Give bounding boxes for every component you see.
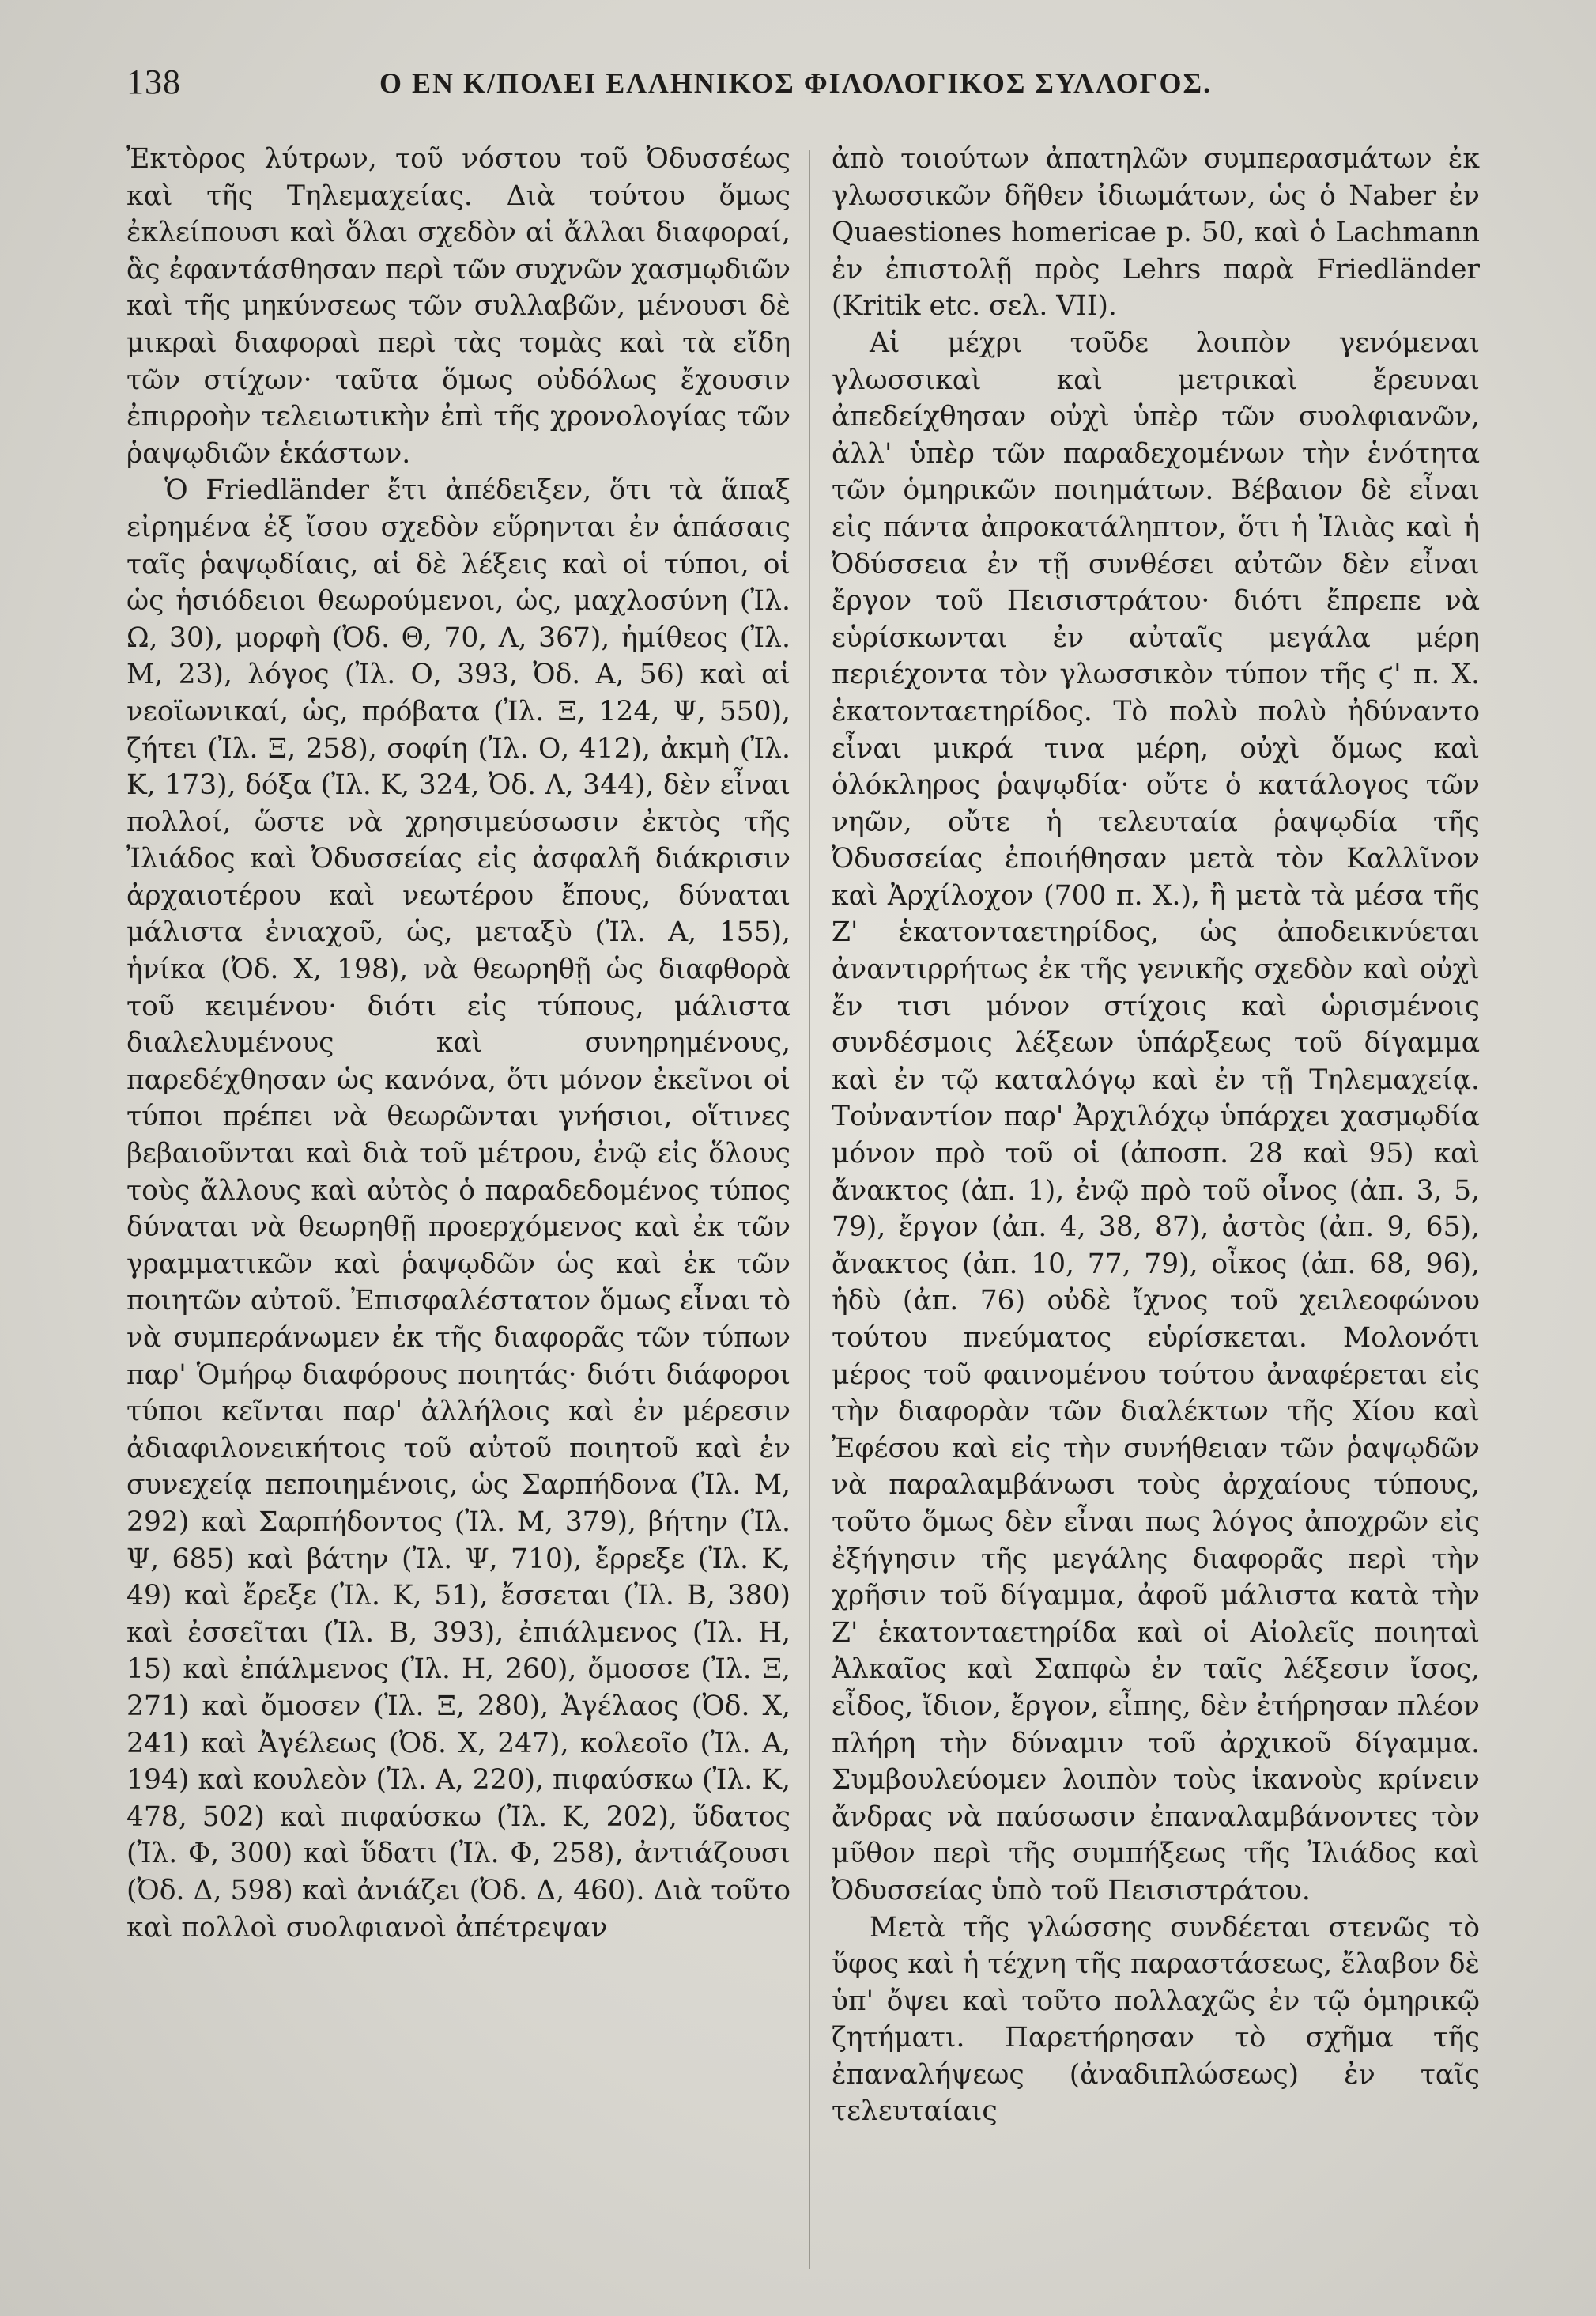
page-number: 138: [126, 62, 181, 101]
column-divider: [809, 150, 810, 2269]
page-header: [126, 62, 1470, 117]
right-paragraph-1: ἀπὸ τοιούτων ἀπατηλῶν συμπερασμάτων ἐκ γλωσσικῶν δῆθεν ἰδιωμάτων, ὡς ὁ Naber ἐν Quaestiones homericae p. 50, καὶ ὁ Lachmann ἐν ἐπιστολῇ πρὸς Lehrs παρὰ Friedländer (Kritik etc. σελ. VII).: [832, 143, 1480, 323]
left-paragraph-1: Ἐκτὸρος λύτρων, τοῦ νόστου τοῦ Ὀδυσσέως καὶ τῆς Τηλεμαχείας. Διὰ τούτου ὅμως ἐκλείπουσι καὶ ὅλαι σχεδὸν αἱ ἄλλαι διαφοραί, ἃς ἐφαντάσθησαν περὶ τῶν συχνῶν χασμῳδιῶν καὶ τῆς μηκύνσεως τῶν συλλαβῶν, μένουσι δὲ μικραὶ διαφοραὶ περὶ τὰς τομὰς καὶ τὰ εἴδη τῶν στίχων· ταῦτα ὅμως οὐδόλως ἔχουσιν ἐπιρροὴν τελειωτικὴν ἐπὶ τῆς χρονολογίας τῶν ῥαψῳδιῶν ἑκάστων.: [126, 143, 790, 470]
left-paragraph-2: Ὁ Friedländer ἔτι ἀπέδειξεν, ὅτι τὰ ἅπαξ εἰρημένα ἐξ ἴσου σχεδὸν εὕρηνται ἐν ἁπάσαις ταῖς ῥαψῳδίαις, αἱ δὲ λέξεις καὶ οἱ τύποι, οἱ ὡς ἡσιόδειοι θεωρούμενοι, ὡς, μαχλοσύνη (Ἰλ. Ω, 30), μορφὴ (Ὀδ. Θ, 70, Λ, 367), ἡμίθεος (Ἰλ. Μ, 23), λόγος (Ἰλ. Ο, 393, Ὀδ. Α, 56) καὶ αἱ νεοϊωνικαί, ὡς, πρόβατα (Ἰλ. Ξ, 124, Ψ, 550), ζήτει (Ἰλ. Ξ, 258), σοφίη (Ἰλ. Ο, 412), ἀκμὴ (Ἰλ. Κ, 173), δόξα (Ἰλ. Κ, 324, Ὀδ. Λ, 344), δὲν εἶναι πολλοί, ὥστε νὰ χρησιμεύσωσιν ἐκτὸς τῆς Ἰλιάδος καὶ Ὀδυσσείας εἰς ἀσφαλῆ διάκρισιν ἀρχαιοτέρου καὶ νεωτέρου ἔπους, δύναται μάλιστα ἐνιαχοῦ, ὡς, μεταξὺ (Ἰλ. Α, 155), ἡνίκα (Ὀδ. Χ, 198), νὰ θεωρηθῇ ὡς διαφθορὰ τοῦ κειμένου· διότι εἰς τύπους, μάλιστα διαλελυμένους καὶ συνηρημένους, παρεδέχθησαν ὡς κανόνα, ὅτι μόνον ἐκεῖνοι οἱ τύποι πρέπει νὰ θεωρῶνται γνήσιοι, οἵτινες βεβαιοῦνται καὶ διὰ τοῦ μέτρου, ἐνῷ εἰς ὅλους τοὺς ἄλλους καὶ αὐτὸς ὁ παραδεδομένος τύπος δύναται νὰ θεωρηθῇ προερχόμενος καὶ ἐκ τῶν γραμματικῶν καὶ ῥαψῳδῶν ὡς καὶ ἐκ τῶν ποιητῶν αὐτοῦ. Ἐπισφαλέστατον ὅμως εἶναι τὸ νὰ συμπεράνωμεν ἐκ τῆς διαφορᾶς τῶν τύπων παρ' Ὁμήρῳ διαφόρους ποιητάς· διότι διάφοροι τύποι κεῖνται παρ' ἀλλήλοις καὶ ἐν μέρεσιν ἀδιαφιλονεικήτοις τοῦ αὐτοῦ ποιητοῦ καὶ ἐν συνεχείᾳ πεποιημένοις, ὡς Σαρπήδονα (Ἰλ. Μ, 292) καὶ Σαρπήδοντος (Ἰλ. Μ, 379), βήτην (Ἰλ. Ψ, 685) καὶ βάτην (Ἰλ. Ψ, 710), ἔρρεξε (Ἰλ. Κ, 49) καὶ ἔρεξε (Ἰλ. Κ, 51), ἔσσεται (Ἰλ. Β, 380) καὶ ἐσσεῖται (Ἰλ. Β, 393), ἐπιάλμενος (Ἰλ. Η, 15) καὶ ἐπάλμενος (Ἰλ. Η, 260), ὄμοσσε (Ἰλ. Ξ, 271) καὶ ὄμοσεν (Ἰλ. Ξ, 280), Ἀγέλαος (Ὀδ. Χ, 241) καὶ Ἀγέλεως (Ὀδ. Χ, 247), κολεοῖο (Ἰλ. Α, 194) καὶ κουλεὸν (Ἰλ. Α, 220), πιφαύσκω (Ἰλ. Κ, 478, 502) καὶ πιφαύσκω (Ἰλ. Κ, 202), ὕδατος (Ἰλ. Φ, 300) καὶ ὕδατι (Ἰλ. Φ, 258), ἀντιάζουσι (Ὀδ. Δ, 598) καὶ ἀνιάζει (Ὀδ. Δ, 460). Διὰ τοῦτο καὶ πολλοὶ συολφιανοὶ ἀπέτρεψαν: [126, 474, 790, 1944]
left-column: [126, 141, 790, 2276]
right-paragraph-3: Μετὰ τῆς γλώσσης συνδέεται στενῶς τὸ ὕφος καὶ ἡ τέχνη τῆς παραστάσεως, ἔλαβον δὲ ὑπ' ὄψει καὶ τοῦτο πολλαχῶς ἐν τῷ ὁμηρικῷ ζητήματι. Παρετήρησαν τὸ σχῆμα τῆς ἐπαναλήψεως (ἀναδιπλώσεως) ἐν ταῖς τελευταίαις: [832, 1911, 1480, 2128]
running-head: Ο ΕΝ Κ/ΠΟΛΕΙ ΕΛΛΗΝΙΚΟΣ ΦΙΛΟΛΟΓΙΚΟΣ ΣΥΛΛΟΓΟΣ.: [379, 67, 1213, 99]
right-paragraph-2: Αἱ μέχρι τοῦδε λοιπὸν γενόμεναι γλωσσικαὶ καὶ μετρικαὶ ἔρευναι ἀπεδείχθησαν οὐχὶ ὑπὲρ τῶν συολφιανῶν, ἀλλ' ὑπὲρ τῶν παραδεχομένων τὴν ἑνότητα τῶν ὁμηρικῶν ποιημάτων. Βέβαιον δὲ εἶναι εἰς πάντα ἀπροκατάληπτον, ὅτι ἡ Ἰλιὰς καὶ ἡ Ὀδύσσεια ἐν τῇ συνθέσει αὐτῶν δὲν εἶναι ἔργον τοῦ Πεισιστράτου· διότι ἔπρεπε νὰ εὑρίσκωνται ἐν αὐταῖς μεγάλα μέρη περιέχοντα τὸν γλωσσικὸν τύπον τῆς ϛ' π. Χ. ἑκατονταετηρίδος. Τὸ πολὺ πολὺ ἠδύναντο εἶναι μικρά τινα μέρη, οὐχὶ ὅμως καὶ ὁλόκληρος ῥαψῳδία· οὔτε ὁ κατάλογος τῶν νηῶν, οὔτε ἡ τελευταία ῥαψῳδία τῆς Ὀδυσσείας ἐποιήθησαν μετὰ τὸν Καλλῖνον καὶ Ἀρχίλοχον (700 π. Χ.), ἢ μετὰ τὰ μέσα τῆς Ζ' ἑκατονταετηρίδος, ὡς ἀποδεικνύεται ἀναντιρρήτως ἐκ τῆς γενικῆς σχεδὸν καὶ οὐχὶ ἔν τισι μόνον στίχοις καὶ ὡρισμένοις συνδέσμοις λέξεων ὑπάρξεως τοῦ δίγαμμα καὶ ἐν τῷ καταλόγῳ καὶ ἐν τῇ Τηλεμαχείᾳ. Τοὐναντίον παρ' Ἀρχιλόχῳ ὑπάρχει χασμῳδία μόνον πρὸ τοῦ οἱ (ἀποσπ. 28 καὶ 95) καὶ ἄνακτος (ἀπ. 1), ἐνῷ πρὸ τοῦ οἶνος (ἀπ. 3, 5, 79), ἔργον (ἀπ. 4, 38, 87), ἀστὸς (ἀπ. 9, 65), ἄνακτος (ἀπ. 10, 77, 79), οἶκος (ἀπ. 68, 96), ἡδὺ (ἀπ. 76) οὐδὲ ἴχνος τοῦ χειλεοφώνου τούτου πνεύματος εὑρίσκεται. Μολονότι μέρος τοῦ φαινομένου τούτου ἀναφέρεται εἰς τὴν διαφορὰν τῶν διαλέκτων τῆς Χίου καὶ Ἐφέσου καὶ εἰς τὴν συνήθειαν τῶν ῥαψῳδῶν νὰ παραλαμβάνωσι τοὺς ἀρχαίους τύπους, τοῦτο ὅμως δὲν εἶναι πως λόγος ἀποχρῶν εἰς ἐξήγησιν τῆς μεγάλης διαφορᾶς περὶ τὴν χρῆσιν τοῦ δίγαμμα, ἀφοῦ μάλιστα κατὰ τὴν Ζ' ἑκατονταετηρίδα καὶ οἱ Αἰολεῖς ποιηταὶ Ἀλκαῖος καὶ Σαπφὼ ἐν ταῖς λέξεσιν ἴσος, εἶδος, ἴδιον, ἔργον, εἶπης, δὲν ἐτήρησαν πλέον πλήρη τὴν δύναμιν τοῦ ἀρχικοῦ δίγαμμα. Συμβουλεύομεν λοιπὸν τοὺς ἱκανοὺς κρίνειν ἄνδρας νὰ παύσωσιν ἐπαναλαμβάνοντες τὸν μῦθον περὶ τῆς συμπήξεως τῆς Ἰλιάδος καὶ Ὀδυσσείας ὑπὸ τοῦ Πεισιστράτου.: [832, 327, 1480, 1906]
right-column: [832, 141, 1480, 2276]
